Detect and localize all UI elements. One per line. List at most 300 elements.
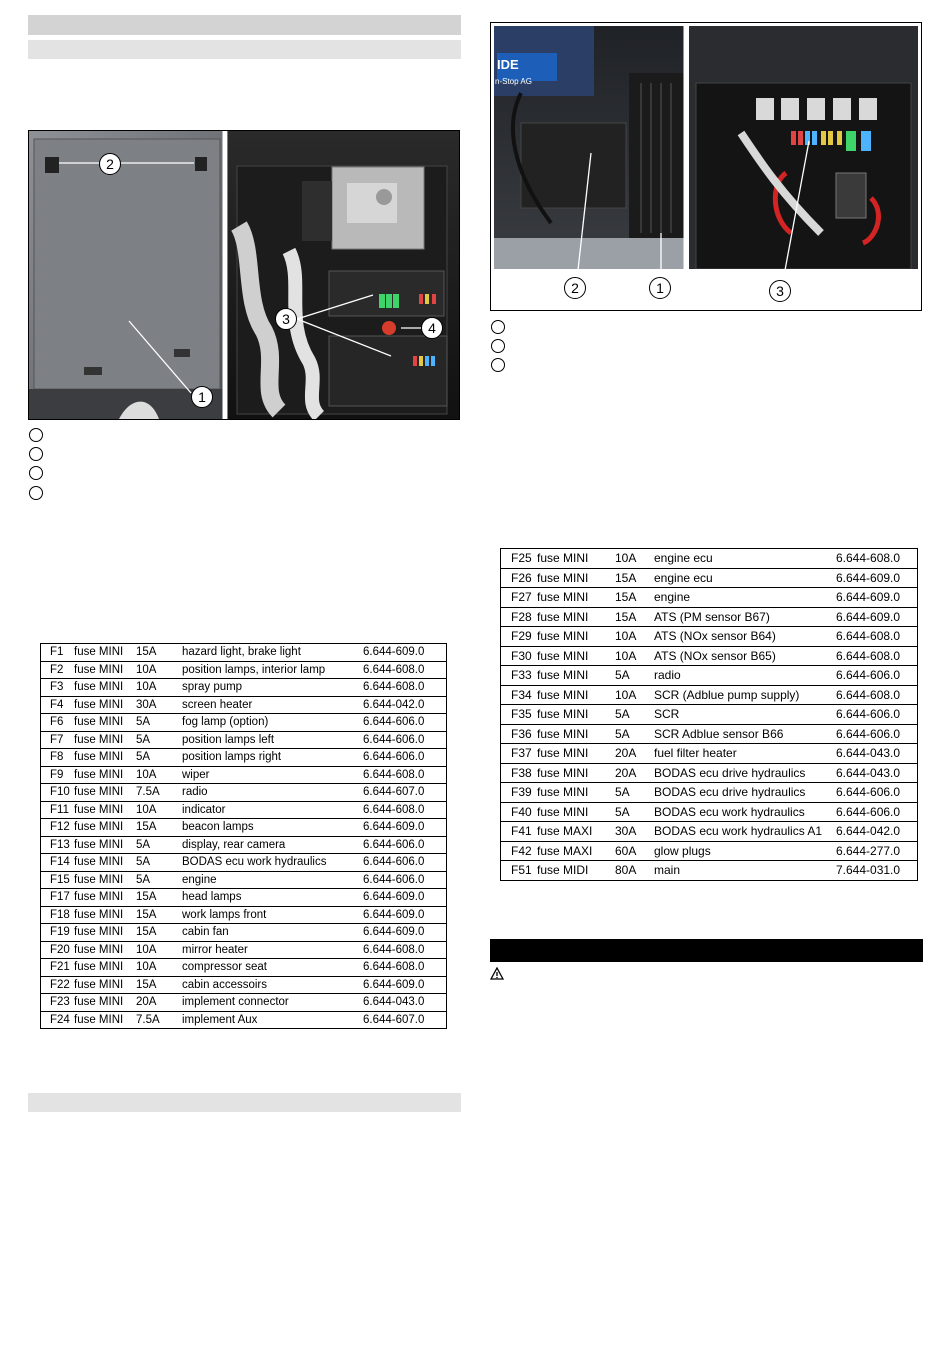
fuse-part: 6.644-042.0 — [836, 824, 901, 839]
fuse-id: F23 — [50, 996, 70, 1009]
warning-triangle-icon — [490, 967, 504, 980]
fuse-id: F22 — [50, 978, 70, 991]
table-row — [41, 1011, 447, 1029]
fuse-row-cell — [501, 724, 918, 744]
table-row — [501, 861, 918, 881]
fuse-amp: 5A — [615, 804, 630, 819]
legend-item-1 — [491, 320, 505, 334]
table-row — [41, 836, 447, 854]
fuse-id: F8 — [50, 751, 64, 764]
fuse-type: fuse MINI — [74, 1013, 124, 1026]
fuse-part: 6.644-606.0 — [836, 785, 901, 800]
fuse-desc: hazard light, brake light — [182, 646, 301, 659]
fuse-amp: 5A — [615, 785, 630, 800]
fuse-desc: fog lamp (option) — [182, 716, 269, 729]
fuse-row-cell — [501, 822, 918, 842]
fuse-row-cell — [41, 836, 447, 854]
fuse-part: 6.644-608.0 — [836, 629, 901, 644]
fuse-amp: 5A — [615, 668, 630, 683]
fuse-row-cell — [501, 666, 918, 686]
fuse-table-2 — [500, 548, 918, 881]
fuse-amp: 10A — [615, 648, 637, 663]
fuse-amp: 80A — [615, 863, 637, 878]
fuse-type: fuse MINI — [537, 765, 589, 780]
fuse-id: F13 — [50, 838, 70, 851]
callout-4: 4 — [421, 317, 443, 339]
fuse-desc: position lamps, interior lamp — [182, 663, 326, 676]
callout-strip — [491, 269, 921, 310]
fuse-type: fuse MINI — [74, 751, 124, 764]
fuse-id: F3 — [50, 681, 64, 694]
left-figure — [28, 130, 460, 420]
table-row — [501, 744, 918, 764]
fuse-part: 6.644-607.0 — [363, 786, 425, 799]
fuse-row-cell — [41, 924, 447, 942]
fuse-row-cell — [501, 841, 918, 861]
fuse-id: F19 — [50, 926, 70, 939]
fuse-desc: cabin fan — [182, 926, 229, 939]
fuse-part: 6.644-609.0 — [836, 590, 901, 605]
fuse-desc: work lamps front — [182, 908, 267, 921]
fuse-row-cell — [41, 906, 447, 924]
fuse-desc: ATS (NOx sensor B65) — [654, 648, 776, 663]
fuse-amp: 5A — [136, 873, 151, 886]
callout-1: 1 — [191, 386, 213, 408]
fuse-row-cell — [501, 705, 918, 725]
fuse-id: F36 — [511, 726, 532, 741]
table-row — [41, 661, 447, 679]
table-row — [41, 679, 447, 697]
subsection-heading-bar-2 — [28, 1093, 461, 1112]
table-row — [501, 588, 918, 608]
fuse-desc: head lamps — [182, 891, 242, 904]
fuse-row-cell — [41, 959, 447, 977]
fuse-amp: 10A — [136, 961, 157, 974]
table-row — [501, 763, 918, 783]
legend-item-1 — [29, 428, 43, 442]
fuse-type: fuse MINI — [537, 570, 589, 585]
fuse-type: fuse MINI — [74, 961, 124, 974]
fuse-row-cell — [501, 568, 918, 588]
fuse-part: 6.644-609.0 — [363, 908, 425, 921]
table-row — [41, 906, 447, 924]
fuse-row-cell — [501, 783, 918, 803]
fuse-id: F9 — [50, 768, 64, 781]
table-row — [501, 802, 918, 822]
fuse-desc: radio — [182, 786, 208, 799]
fuse-part: 6.644-608.0 — [363, 663, 425, 676]
table-row — [41, 941, 447, 959]
fuse-part: 6.644-608.0 — [836, 687, 901, 702]
fuse-type: fuse MAXI — [537, 824, 593, 839]
table-row — [41, 784, 447, 802]
fuse-amp: 10A — [615, 687, 637, 702]
fuse-desc: engine ecu — [654, 570, 713, 585]
fuse-amp: 10A — [615, 551, 637, 566]
fuse-type: fuse MINI — [74, 786, 124, 799]
battery-brand-label: IDE — [497, 57, 519, 72]
fuse-type: fuse MINI — [537, 648, 589, 663]
fuse-type: fuse MINI — [74, 663, 124, 676]
right-figure — [490, 22, 922, 311]
fuse-id: F12 — [50, 821, 70, 834]
table-row — [41, 871, 447, 889]
fuse-desc: BODAS ecu drive hydraulics — [654, 785, 806, 800]
fuse-id: F7 — [50, 733, 64, 746]
fuse-type: fuse MINI — [74, 873, 124, 886]
fuse-desc: engine — [182, 873, 217, 886]
fuse-amp: 20A — [615, 746, 637, 761]
fuse-row-cell — [41, 871, 447, 889]
fuse-type: fuse MINI — [74, 646, 124, 659]
fuse-part: 6.644-609.0 — [363, 821, 425, 834]
fuse-type: fuse MINI — [537, 551, 589, 566]
subsection-heading-bar — [28, 40, 461, 59]
fuse-part: 6.644-609.0 — [363, 926, 425, 939]
table-row — [41, 854, 447, 872]
table-row — [41, 644, 447, 662]
fuse-desc: indicator — [182, 803, 226, 816]
fuse-type: fuse MINI — [74, 821, 124, 834]
fuse-amp: 15A — [615, 609, 637, 624]
legend-item-2 — [29, 447, 43, 461]
fuse-amp: 15A — [136, 908, 157, 921]
fuse-id: F6 — [50, 716, 64, 729]
fuse-part: 6.644-606.0 — [836, 726, 901, 741]
fuse-id: F10 — [50, 786, 70, 799]
fuse-amp: 15A — [615, 570, 637, 585]
fuse-row-cell — [501, 549, 918, 569]
table-row — [501, 685, 918, 705]
fuse-type: fuse MINI — [74, 943, 124, 956]
fuse-amp: 15A — [136, 821, 157, 834]
fuse-amp: 15A — [136, 926, 157, 939]
fuse-part: 6.644-609.0 — [363, 891, 425, 904]
fuse-amp: 5A — [615, 726, 630, 741]
fuse-part: 6.644-606.0 — [836, 707, 901, 722]
legend-item-3 — [491, 358, 505, 372]
table-row — [41, 819, 447, 837]
fuse-amp: 5A — [136, 838, 151, 851]
fuse-id: F15 — [50, 873, 70, 886]
fuse-type: fuse MINI — [537, 687, 589, 702]
fuse-part: 6.644-606.0 — [363, 733, 425, 746]
fuse-part: 6.644-606.0 — [363, 873, 425, 886]
fuse-row-cell — [41, 714, 447, 732]
fuse-type: fuse MINI — [537, 668, 589, 683]
fuse-row-cell — [41, 749, 447, 767]
fuse-amp: 10A — [615, 629, 637, 644]
fuse-row-cell — [41, 801, 447, 819]
fuse-id: F24 — [50, 1013, 70, 1026]
fuse-desc: spray pump — [182, 681, 243, 694]
fuse-id: F25 — [511, 551, 532, 566]
fuse-amp: 15A — [136, 978, 157, 991]
fuse-id: F20 — [50, 943, 70, 956]
callout-2: 2 — [99, 153, 121, 175]
battery-sub-label: n-Stop AG — [495, 77, 532, 86]
fuse-id: F39 — [511, 785, 532, 800]
fuse-part: 6.644-042.0 — [363, 698, 425, 711]
fuse-part: 6.644-277.0 — [836, 843, 901, 858]
fuse-row-cell — [41, 819, 447, 837]
fuse-row-cell — [501, 861, 918, 881]
fuse-row-cell — [41, 679, 447, 697]
fuse-desc: position lamps right — [182, 751, 282, 764]
fuse-type: fuse MINI — [74, 733, 124, 746]
fuse-id: F11 — [50, 803, 69, 816]
fuse-desc: screen heater — [182, 698, 253, 711]
fuse-type: fuse MINI — [537, 590, 589, 605]
fuse-amp: 10A — [136, 663, 157, 676]
fuse-row-cell — [41, 941, 447, 959]
fuse-id: F42 — [511, 843, 532, 858]
fuse-desc: SCR Adblue sensor B66 — [654, 726, 784, 741]
fuse-part: 6.644-606.0 — [836, 804, 901, 819]
table-row — [501, 568, 918, 588]
fuse-type: fuse MINI — [537, 609, 589, 624]
fuse-id: F18 — [50, 908, 70, 921]
fuse-row-cell — [41, 661, 447, 679]
fuse-desc: mirror heater — [182, 943, 248, 956]
table-row — [41, 994, 447, 1012]
fuse-part: 6.644-606.0 — [363, 856, 425, 869]
fuse-amp: 20A — [136, 996, 157, 1009]
fuse-type: fuse MINI — [537, 746, 589, 761]
fuse-desc: implement connector — [182, 996, 289, 1009]
fuse-type: fuse MINI — [537, 804, 589, 819]
fuse-type: fuse MINI — [74, 681, 124, 694]
fuse-amp: 10A — [136, 803, 157, 816]
fuse-desc: ATS (NOx sensor B64) — [654, 629, 776, 644]
fuse-desc: wiper — [182, 768, 210, 781]
table-row — [501, 627, 918, 647]
table-row — [501, 841, 918, 861]
fuse-id: F41 — [511, 824, 532, 839]
table-row — [501, 724, 918, 744]
fuse-row-cell — [501, 588, 918, 608]
fuse-type: fuse MINI — [74, 856, 124, 869]
fuse-amp: 10A — [136, 768, 157, 781]
fuse-type: fuse MINI — [74, 768, 124, 781]
fuse-row-cell — [501, 607, 918, 627]
fuse-row-cell — [41, 696, 447, 714]
fuse-part: 6.644-043.0 — [363, 996, 425, 1009]
fuse-id: F38 — [511, 765, 532, 780]
fuse-amp: 7.5A — [136, 1013, 160, 1026]
fuse-id: F1 — [50, 646, 64, 659]
fuse-part: 6.644-043.0 — [836, 746, 901, 761]
callout-3: 3 — [275, 308, 297, 330]
fuse-desc: engine — [654, 590, 691, 605]
fuse-row-cell — [41, 731, 447, 749]
callout-1: 1 — [649, 277, 671, 299]
fuse-type: fuse MINI — [74, 996, 124, 1009]
fuse-row-cell — [41, 854, 447, 872]
fuse-desc: display, rear camera — [182, 838, 286, 851]
fuse-part: 6.644-608.0 — [363, 681, 425, 694]
fuse-table-1 — [40, 643, 447, 1029]
battery-fuse-box-photo — [491, 23, 921, 310]
fuse-id: F29 — [511, 629, 532, 644]
fuse-amp: 30A — [615, 824, 637, 839]
legend-item-4 — [29, 486, 43, 500]
fuse-part: 6.644-606.0 — [363, 716, 425, 729]
fuse-part: 6.644-607.0 — [363, 1013, 425, 1026]
fuse-type: fuse MINI — [74, 926, 124, 939]
table-row — [41, 801, 447, 819]
fuse-type: fuse MINI — [537, 726, 589, 741]
fuse-part: 7.644-031.0 — [836, 863, 901, 878]
fuse-id: F37 — [511, 746, 532, 761]
section-heading-bar — [28, 15, 461, 35]
table-row — [501, 783, 918, 803]
fuse-amp: 10A — [136, 681, 157, 694]
fuse-desc: glow plugs — [654, 843, 711, 858]
fuse-part: 6.644-608.0 — [363, 961, 425, 974]
fuse-desc: position lamps left — [182, 733, 275, 746]
fuse-row-cell — [41, 644, 447, 662]
fuse-id: F30 — [511, 648, 532, 663]
fuse-amp: 15A — [136, 891, 157, 904]
fuse-id: F26 — [511, 570, 532, 585]
fuse-amp: 5A — [615, 707, 630, 722]
fuse-amp: 15A — [136, 646, 157, 659]
fuse-id: F35 — [511, 707, 532, 722]
fuse-type: fuse MINI — [537, 707, 589, 722]
fuse-id: F34 — [511, 687, 532, 702]
fuse-part: 6.644-608.0 — [363, 943, 425, 956]
cover-panel-photo — [29, 131, 459, 419]
fuse-amp: 5A — [136, 751, 151, 764]
fuse-amp: 60A — [615, 843, 637, 858]
fuse-amp: 7.5A — [136, 786, 160, 799]
fuse-part: 6.644-608.0 — [363, 803, 425, 816]
fuse-row-cell — [41, 976, 447, 994]
fuse-part: 6.644-043.0 — [836, 765, 901, 780]
fuse-type: fuse MINI — [74, 908, 124, 921]
fuse-desc: fuel filter heater — [654, 746, 737, 761]
fuse-type: fuse MAXI — [537, 843, 593, 858]
fuse-amp: 10A — [136, 943, 157, 956]
fuse-part: 6.644-608.0 — [363, 768, 425, 781]
fuse-type: fuse MINI — [537, 785, 589, 800]
fuse-type: fuse MINI — [74, 716, 124, 729]
fuse-row-cell — [41, 889, 447, 907]
fuse-id: F4 — [50, 698, 64, 711]
fuse-type: fuse MINI — [74, 838, 124, 851]
fuse-row-cell — [41, 784, 447, 802]
fuse-type: fuse MINI — [74, 891, 124, 904]
fuse-desc: BODAS ecu work hydraulics A1 — [654, 824, 823, 839]
table-row — [501, 646, 918, 666]
fuse-id: F40 — [511, 804, 532, 819]
table-row — [41, 714, 447, 732]
table-row — [41, 749, 447, 767]
fuse-part: 6.644-609.0 — [836, 609, 901, 624]
fuse-id: F17 — [50, 891, 70, 904]
fuse-desc: radio — [654, 668, 681, 683]
table-row — [41, 889, 447, 907]
fuse-id: F27 — [511, 590, 532, 605]
fuse-part: 6.644-608.0 — [836, 648, 901, 663]
fuse-part: 6.644-608.0 — [836, 551, 901, 566]
fuse-row-cell — [501, 802, 918, 822]
legend-item-3 — [29, 466, 43, 480]
fuse-row-cell — [41, 766, 447, 784]
table-row — [41, 959, 447, 977]
fuse-id: F51 — [511, 863, 532, 878]
fuse-row-cell — [41, 1011, 447, 1029]
fuse-desc: ATS (PM sensor B67) — [654, 609, 770, 624]
fuse-part: 6.644-609.0 — [363, 646, 425, 659]
table-row — [41, 976, 447, 994]
fuse-desc: SCR (Adblue pump supply) — [654, 687, 800, 702]
fuse-amp: 15A — [615, 590, 637, 605]
fuse-id: F2 — [50, 663, 64, 676]
table-row — [41, 731, 447, 749]
fuse-amp: 5A — [136, 856, 151, 869]
fuse-id: F14 — [50, 856, 70, 869]
fuse-desc: main — [654, 863, 681, 878]
fuse-part: 6.644-606.0 — [363, 838, 425, 851]
legend-item-2 — [491, 339, 505, 353]
fuse-desc: SCR — [654, 707, 680, 722]
fuse-amp: 30A — [136, 698, 157, 711]
fuse-desc: BODAS ecu work hydraulics — [182, 856, 327, 869]
fuse-type: fuse MINI — [74, 698, 124, 711]
fuse-part: 6.644-609.0 — [363, 978, 425, 991]
fuse-part: 6.644-609.0 — [836, 570, 901, 585]
table-row — [41, 696, 447, 714]
fuse-row-cell — [501, 646, 918, 666]
fuse-type: fuse MINI — [74, 803, 124, 816]
fuse-desc: BODAS ecu work hydraulics — [654, 804, 805, 819]
fuse-row-cell — [501, 627, 918, 647]
table-row — [41, 766, 447, 784]
fuse-id: F21 — [50, 961, 70, 974]
fuse-desc: cabin accessoirs — [182, 978, 268, 991]
fuse-desc: beacon lamps — [182, 821, 254, 834]
table-row — [501, 549, 918, 569]
table-row — [501, 822, 918, 842]
fuse-row-cell — [41, 994, 447, 1012]
fuse-desc: implement Aux — [182, 1013, 258, 1026]
fuse-row-cell — [501, 763, 918, 783]
callout-3: 3 — [769, 280, 791, 302]
fuse-desc: BODAS ecu drive hydraulics — [654, 765, 806, 780]
fuse-type: fuse MIDI — [537, 863, 589, 878]
fuse-id: F28 — [511, 609, 532, 624]
fuse-desc: compressor seat — [182, 961, 268, 974]
fuse-type: fuse MINI — [537, 629, 589, 644]
fuse-type: fuse MINI — [74, 978, 124, 991]
table-row — [501, 607, 918, 627]
warning-heading-bar — [490, 939, 923, 962]
callout-2: 2 — [564, 277, 586, 299]
fuse-part: 6.644-606.0 — [836, 668, 901, 683]
fuse-id: F33 — [511, 668, 532, 683]
fuse-row-cell — [501, 744, 918, 764]
fuse-desc: engine ecu — [654, 551, 713, 566]
fuse-amp: 5A — [136, 716, 151, 729]
fuse-row-cell — [501, 685, 918, 705]
fuse-part: 6.644-606.0 — [363, 751, 425, 764]
table-row — [41, 924, 447, 942]
table-row — [501, 705, 918, 725]
fuse-amp: 5A — [136, 733, 151, 746]
table-row — [501, 666, 918, 686]
